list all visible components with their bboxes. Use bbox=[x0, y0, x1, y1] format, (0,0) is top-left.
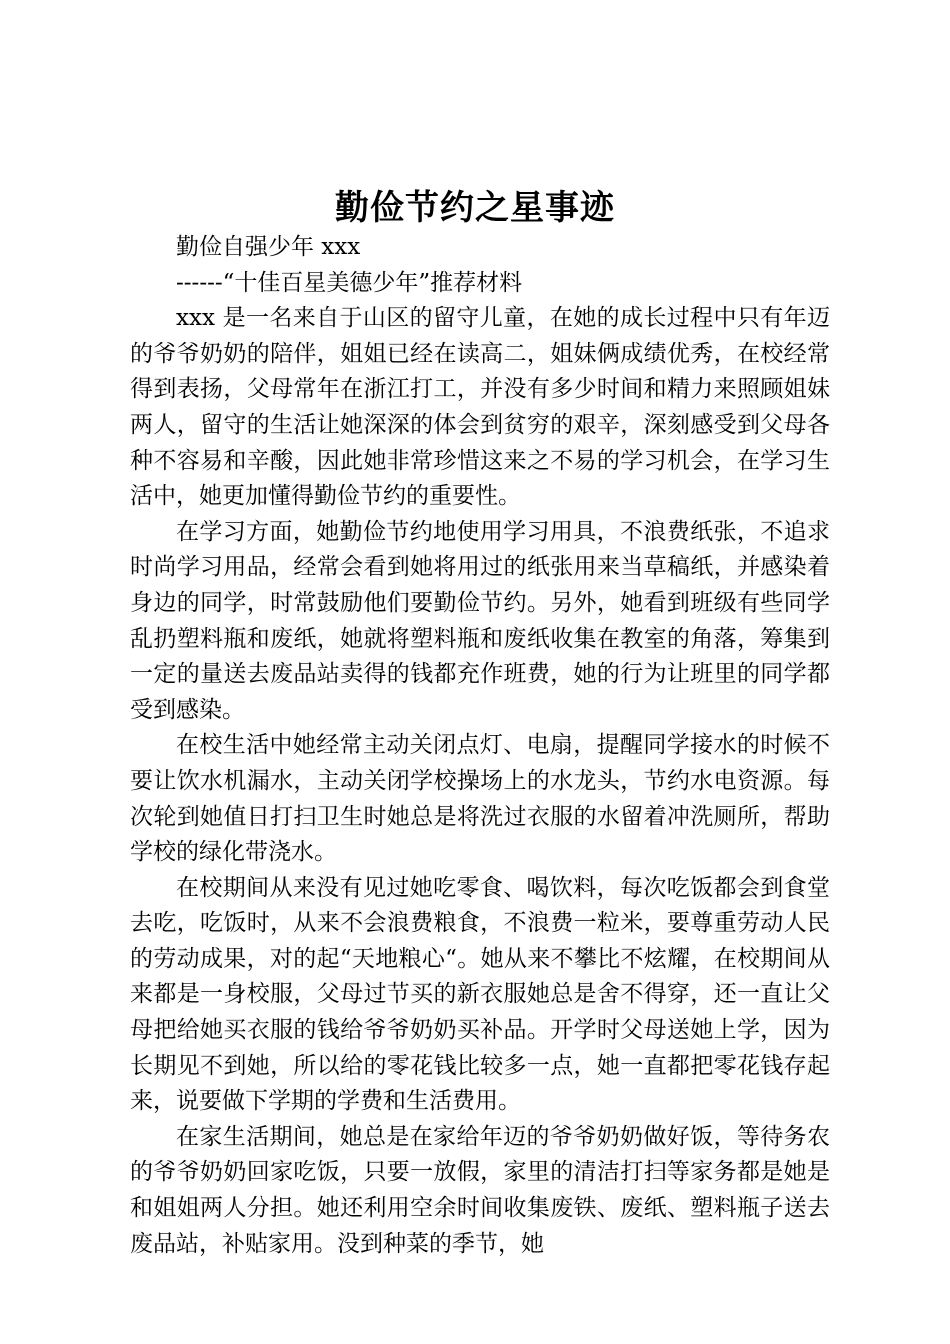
paragraph-study: 在学习方面，她勤俭节约地使用学习用具，不浪费纸张，不追求时尚学习用品，经常会看到她将用过的纸张用来当草稿纸，并感染着身边的同学，时常鼓励他们要勤俭节约。另外，她看到班级有些同学乱扔塑料瓶和废纸，她就将塑料瓶和废纸收集在教室的角落，筹集到一定的量送去废品站卖得的钱都充作班费，她的行为让班里的同学都受到感染。 bbox=[130, 518, 830, 723]
document-body bbox=[130, 230, 830, 1262]
paragraph-frugality: 在校期间从来没有见过她吃零食、喝饮料，每次吃饭都会到食堂去吃，吃饭时，从来不会浪费粮食，不浪费一粒米，要尊重劳动人民的劳动成果，对的起“天地粮心“。她从来不攀比不炫耀，在校期间从来都是一身校服，父母过节买的新衣服她总是舍不得穿，还一直让父母把给她买衣服的钱给爷爷奶奶买补品。开学时父母送她上学，因为长期见不到她，所以给的零花钱比较多一点，她一直都把零花钱存起来，说要做下学期的学费和生活费用。 bbox=[130, 874, 830, 1115]
document-title: 勤俭节约之星事迹 bbox=[335, 188, 615, 228]
paragraph-intro: xxx 是一名来自于山区的留守儿童，在她的成长过程中只有年迈的爷爷奶奶的陪伴，姐姐已经在读高二，姐妹俩成绩优秀，在校经常得到表扬，父母常年在浙江打工，并没有多少时间和精力来照顾姐妹两人，留守的生活让她深深的体会到贫穷的艰辛，深刻感受到父母各种不容易和辛酸，因此她非常珍惜这来之不易的学习机会，在学习生活中，她更加懂得勤俭节约的重要性。 bbox=[130, 305, 830, 510]
subtitle-author: 勤俭自强少年 xxx bbox=[176, 234, 361, 260]
paragraph-home-life: 在家生活期间，她总是在家给年迈的爷爷奶奶做好饭，等待务农的爷爷奶奶回家吃饭，只要一放假，家里的清洁打扫等家务都是她是和姐姐两人分担。她还利用空余时间收集废铁、废纸、塑料瓶子送去废品站，补贴家用。没到种菜的季节，她 bbox=[130, 1123, 830, 1257]
subtitle-material: ------“十佳百星美德少年”推荐材料 bbox=[176, 269, 523, 296]
paragraph-school-life: 在校生活中她经常主动关闭点灯、电扇，提醒同学接水的时候不要让饮水机漏水，主动关闭学校操场上的水龙头，节约水电资源。每次轮到她值日打扫卫生时她总是将洗过衣服的水留着冲洗厕所，帮助学校的绿化带浇水。 bbox=[130, 732, 830, 866]
